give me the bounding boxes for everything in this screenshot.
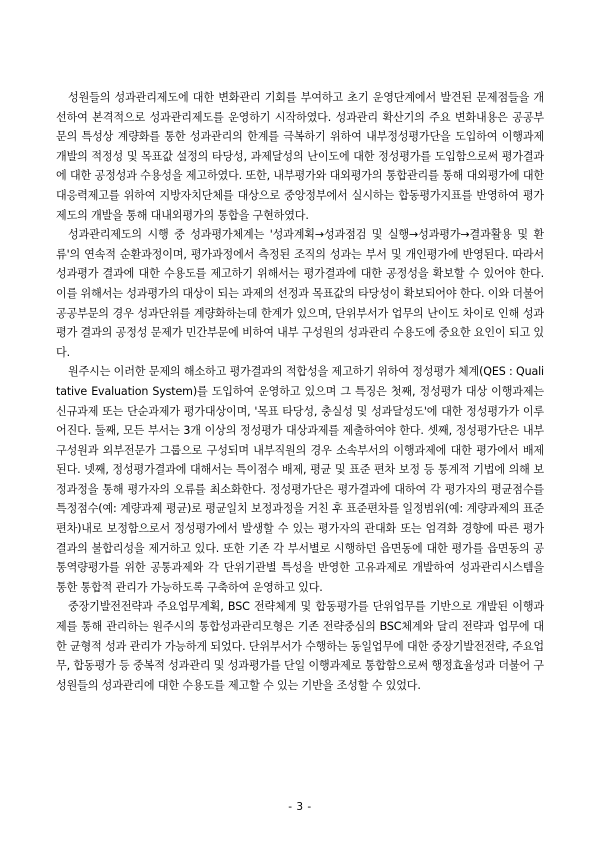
paragraph-4: 중장기발전전략과 주요업무계획, BSC 전략체계 및 합동평가를 단위업무를 기반으로 개발된 이행과제를 통해 관리하는 원주시의 통합성과관리모형은 기존 전략중심의 BSC체계와 달리 전략과 업무에 대한 균형적 성과 관리가 가능하게 되었다. 단위부서가 수행하는 동일업무에 대한 중장기발전전략, 주요업무, 합동평가 등 중복적 성과관리 및 성과평가를 단일 이행과제로 통합함으로써 행정효율성과 더불어 구성원들의 성과관리에 대한 수용도를 제고할 수 있는 기반을 조성할 수 있었다. (56, 600, 544, 692)
paragraph-1: 성원들의 성과관리제도에 대한 변화관리 기회를 부여하고 초기 운영단계에서 발견된 문제점들을 개선하여 본격적으로 성과관리제도를 운영하기 시작하였다. 성과관리 확산기의 주요 변화내용은 공공부문의 특성상 계량화를 통한 성과관리의 한계를 극복하기 위하여 내부정성평가단을 도입하여 이행과제 개발의 적정성 및 목표값 설정의 타당성, 과제달성의 난이도에 대한 정성평가를 도입함으로써 평가결과에 대한 공정성과 수용성을 제고하였다. 또한, 내부평가와 대외평가의 통합관리를 통해 대외평가에 대한 대응력제고를 위하여 지방자치단체를 대상으로 중앙정부에서 실시하는 합동평가지표를 반영하여 평가제도의 개발을 통해 대내외평가의 통합을 구현하였다. (56, 91, 544, 222)
paragraph-3: 원주시는 이러한 문제의 해소하고 평가결과의 적합성을 제고하기 위하여 정성평가 체계(QES : Qualitative Evaluation System)를 도입하여 운영하고 있으며 그 특징은 첫째, 정성평가 대상 이행과제는 신규과제 또는 단순과제가 평가대상이며, '목표 타당성, 충실성 및 성과달성도'에 대한 정성평가가 이루어진다. 둘째, 모든 부서는 3개 이상의 정성평가 대상과제를 제출하여야 한다. 셋째, 정성평가단은 내부구성원과 외부전문가 그룹으로 구성되며 내부직원의 경우 소속부서의 이행과제에 대한 평가에서 배제된다. 넷째, 정성평가결과에 대해서는 특이점수 배제, 평균 및 표준 편차 보정 등 통계적 기법에 의해 보정과정을 통해 평가자의 오류를 최소화한다. 정성평가단은 평가결과에 대하여 각 평가자의 평균점수를 특정점수(예: 계량과제 평균)로 평균일치 보정과정을 거친 후 표준편차를 일정범위(예: 계량과제의 표준편차)내로 보정함으로서 정성평가에서 발생할 수 있는 평가자의 관대화 또는 엄격화 경향에 따른 평가결과의 불합리성을 제거하고 있다. 또한 기존 각 부서별로 시행하던 읍면동에 대한 평가를 읍면동의 공통역량평가를 위한 공통과제와 각 단위기관별 특성을 반영한 고유과제로 개발하여 성과관리시스템을 통한 통합적 관리가 가능하도록 구축하여 운영하고 있다. (56, 365, 544, 594)
paragraph-2: 성과관리제도의 시행 중 성과평가체계는 '성과계획→성과점검 및 실행→성과평가→결과활용 및 환류'의 연속적 순환과정이며, 평가과정에서 측정된 조직의 성과는 부서 및 개인평가에 반영된다. 따라서 성과평가 결과에 대한 수용도를 제고하기 위해서는 평가결과에 대한 공정성을 확보할 수 있어야 한다. 이를 위해서는 성과평가의 대상이 되는 과제의 선정과 목표값의 타당성이 확보되어야 한다. 이와 더불어 공공부문의 경우 성과단위를 계량화하는데 한계가 있으며, 단위부서가 업무의 난이도 차이로 인해 성과평가 결과의 공정성 문제가 민간부문에 비하여 내부 구성원의 성과관리 수용도에 중요한 요인이 되고 있다. (56, 228, 544, 359)
page-number: - 3 - (288, 801, 312, 813)
document-body (56, 88, 544, 695)
